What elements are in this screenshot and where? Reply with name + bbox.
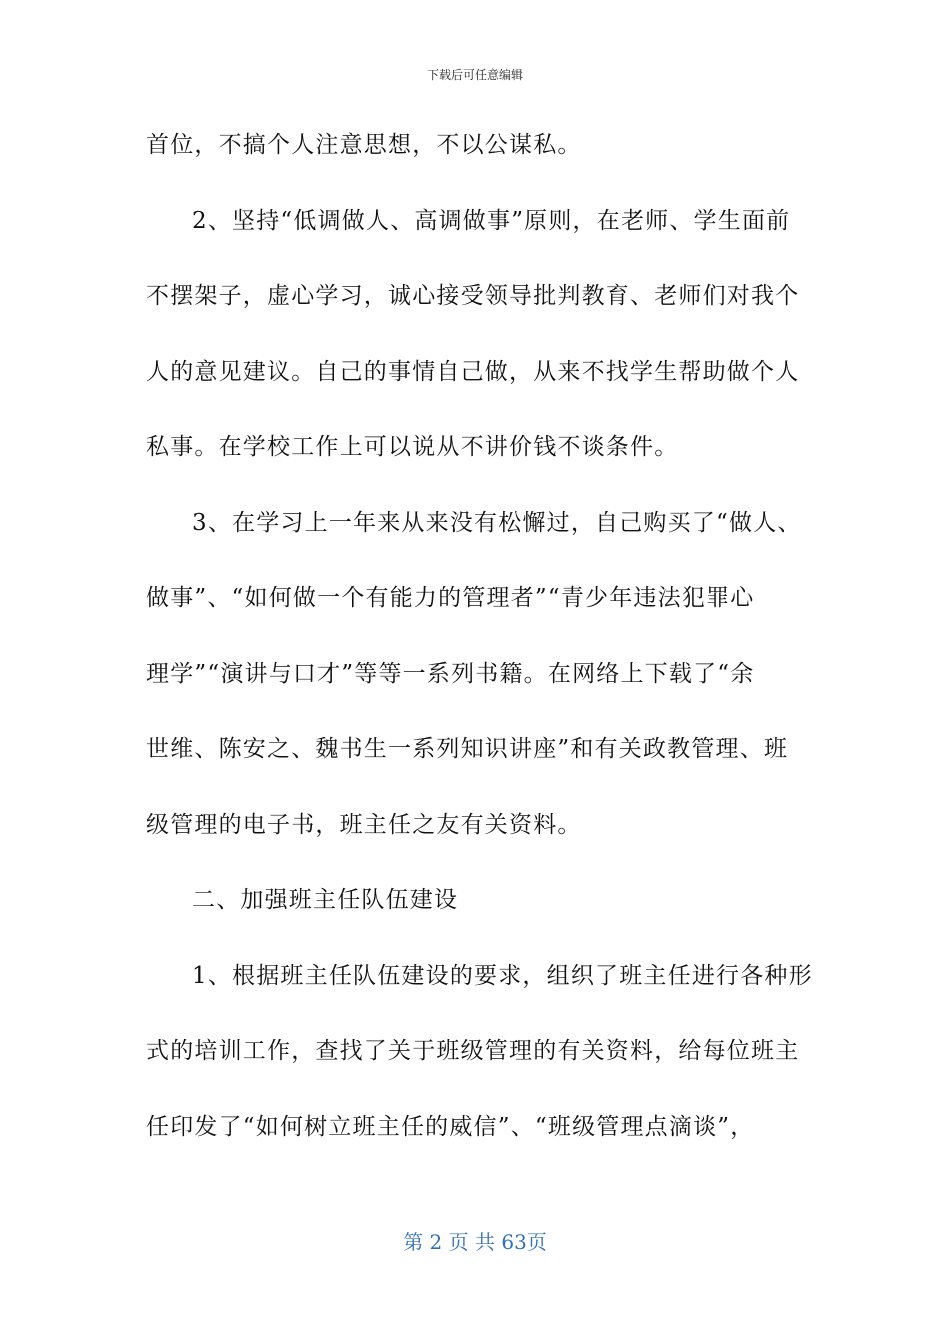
text-line: 1、根据班主任队伍建设的要求，组织了班主任进行各种形 [192,962,813,989]
text-line: 3、在学习上一年来从来没有松懈过，自己购买了“做人、 [192,509,802,536]
text-line: 私事。在学校工作上可以说从不讲价钱不谈条件。 [146,434,679,460]
total-pages-number: 63 [501,1230,527,1254]
text-line: 2、坚持“低调做人、高调做事”原则，在老师、学生面前 [192,207,791,234]
text-line: 级管理的电子书，班主任之友有关资料。 [146,811,582,838]
text-line: 首位，不搞个人注意思想，不以公谋私。 [146,132,582,158]
text-line: 世维、陈安之、魏书生一系列知识讲座”和有关政教管理、班 [146,736,789,762]
page-footer [0,1226,950,1255]
footer-middle: 页 共 [448,1230,495,1254]
document-body [146,126,813,1183]
text-line: 理学”“演讲与口才”等等一系列书籍。在网络上下载了“余 [146,660,755,687]
text-line: 式的培训工作，查找了关于班级管理的有关资料，给每位班主 [146,1038,800,1064]
text-line: 人的意见建议。自己的事情自己做，从来不找学生帮助做个人 [146,358,800,385]
current-page-number: 2 [429,1230,443,1254]
text-line: 做事”、“如何做一个有能力的管理者”“青少年违法犯罪心 [146,585,755,611]
text-line: 不摆架子，虚心学习，诚心接受领导批判教育、老师们对我个 [146,283,800,309]
text-line: 任印发了“如何树立班主任的威信”、“班级管理点滴谈”， [146,1113,755,1140]
section-heading: 二、加强班主任队伍建设 [192,887,459,913]
page-header-note: 下载后可任意编辑 [426,68,523,82]
footer-prefix: 第 [403,1230,424,1254]
footer-suffix: 页 [526,1230,547,1254]
